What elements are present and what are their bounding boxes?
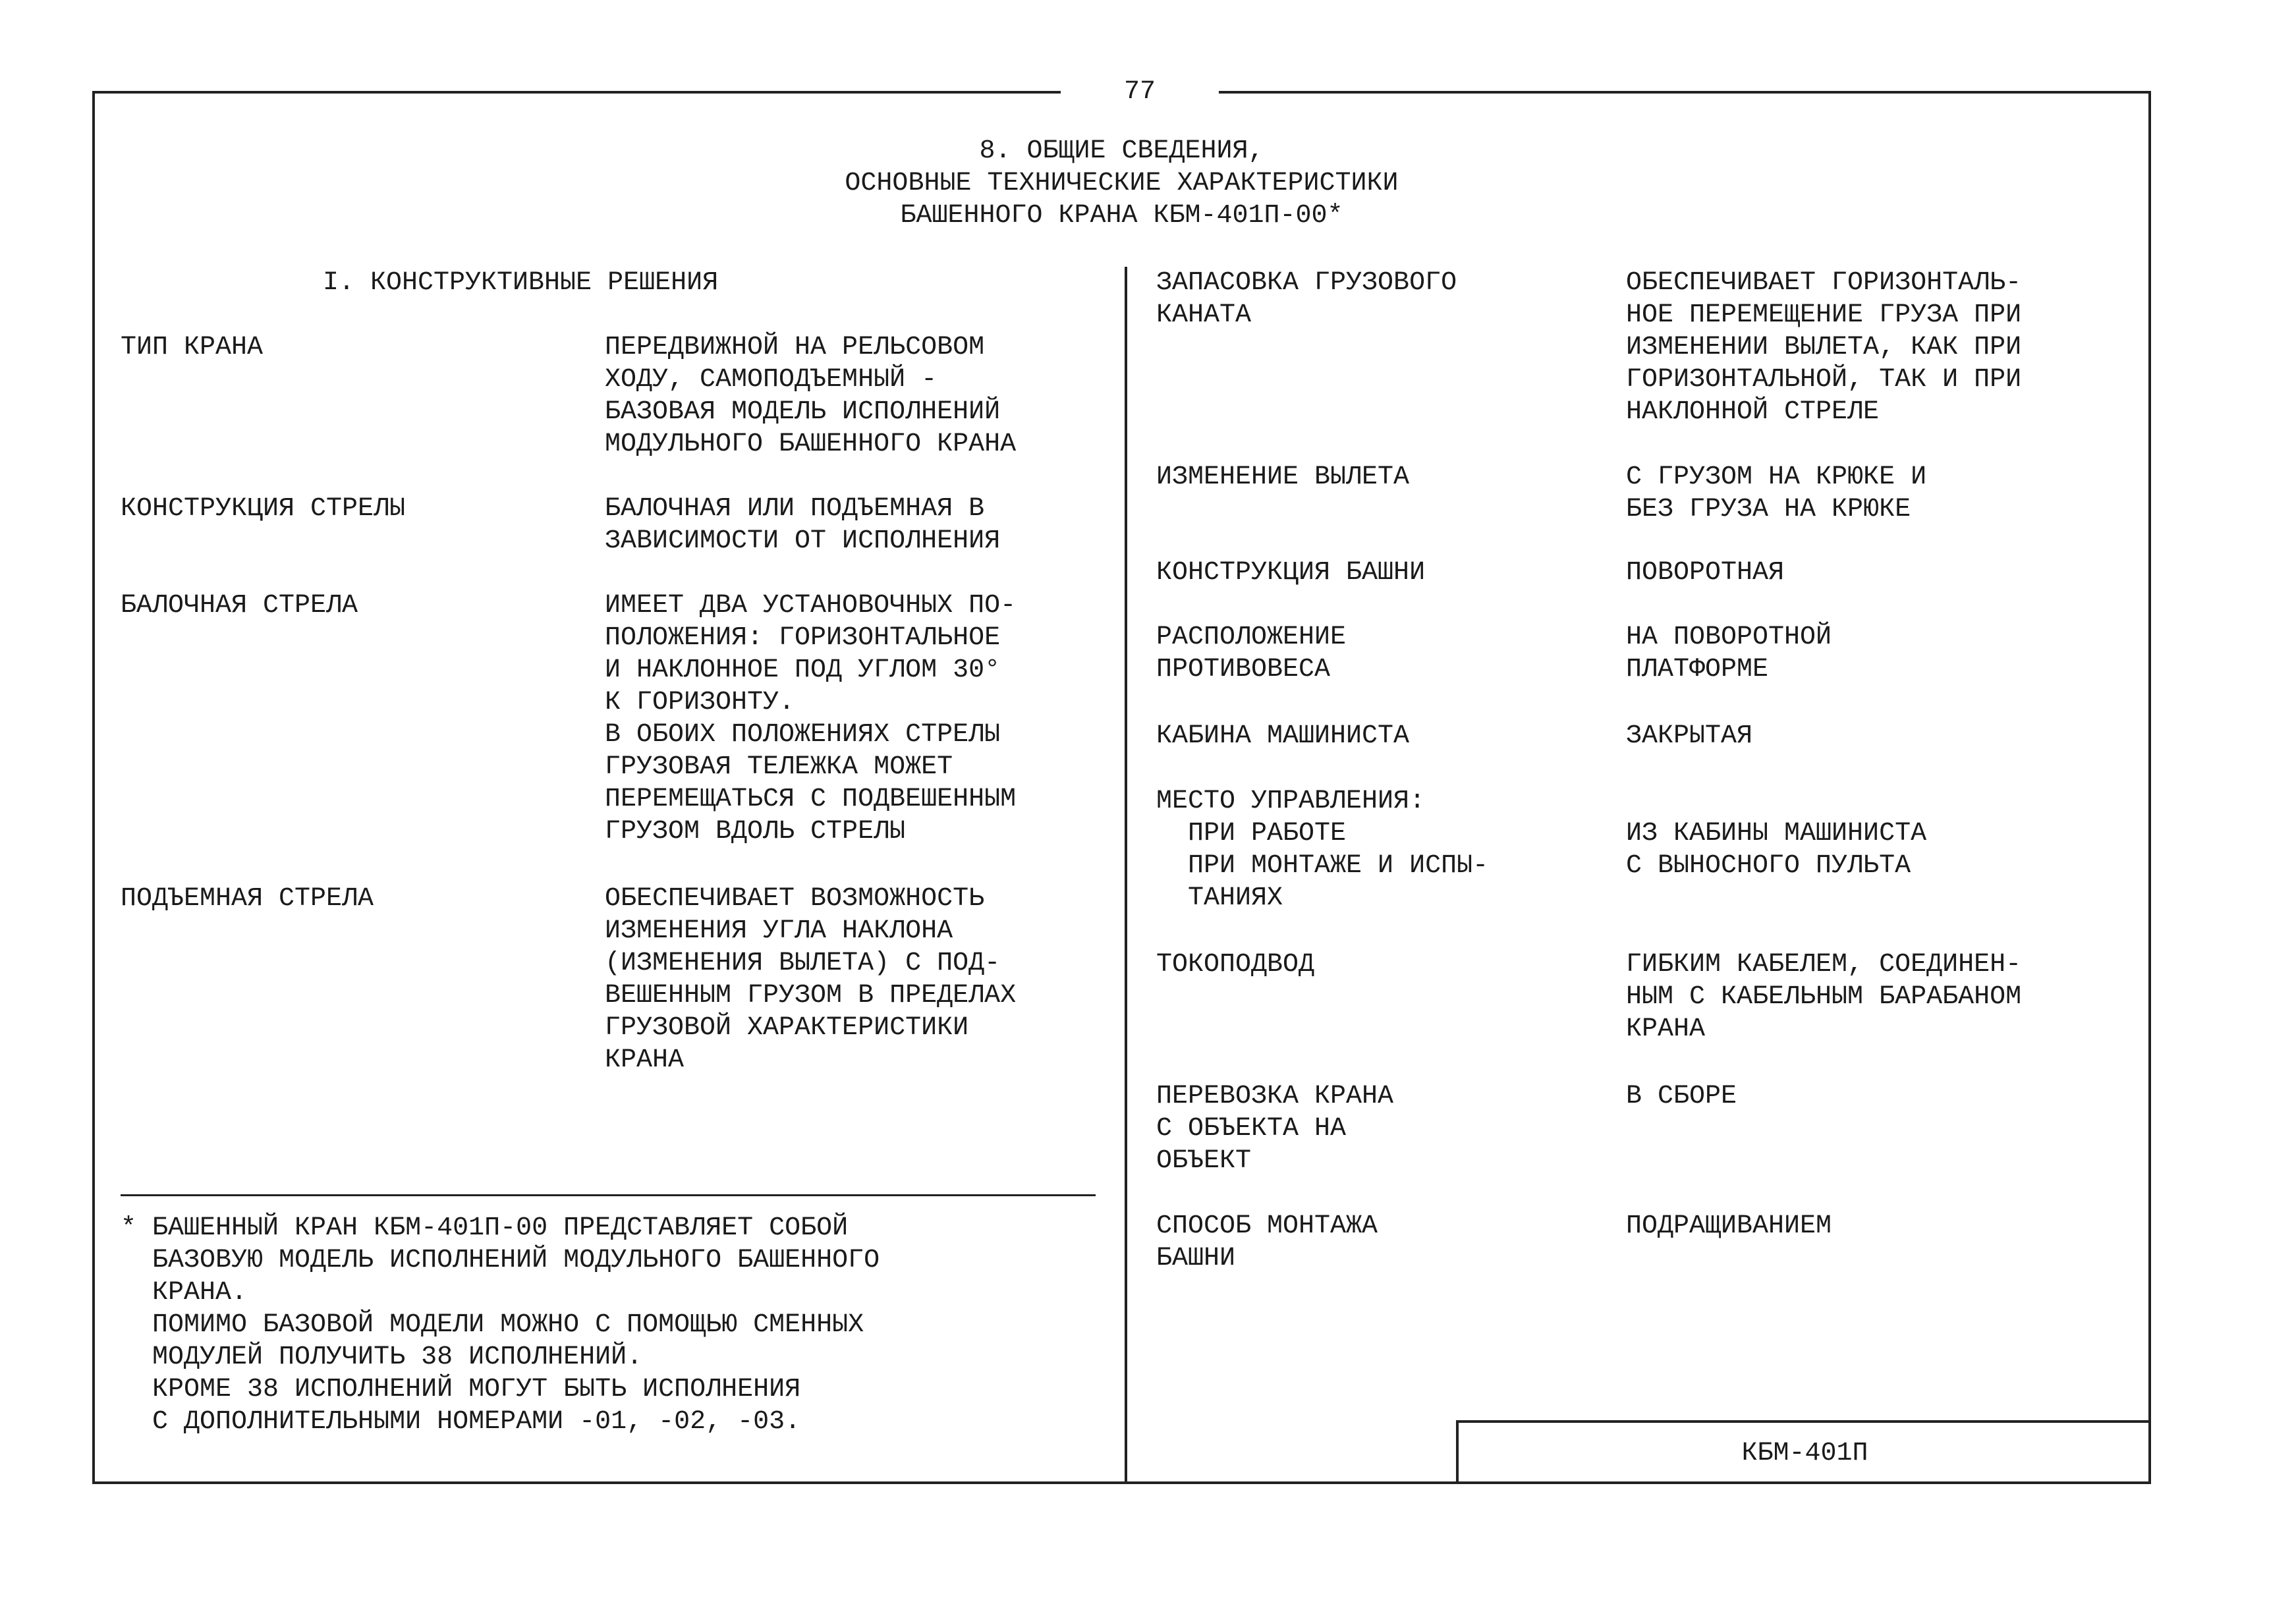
left-desc-beam-boom: ИМЕЕТ ДВА УСТАНОВОЧНЫХ ПО- ПОЛОЖЕНИЯ: ГОРИЗОНТАЛЬНОЕ И НАКЛОННОЕ ПОД УГЛОМ 30° К ГОРИЗОНТУ. В ОБОИХ ПОЛОЖЕНИЯХ СТРЕЛЫ ГРУЗОВАЯ ТЕЛЕЖКА МОЖЕТ ПЕРЕМЕЩАТЬСЯ С ПОДВЕШЕННЫМ ГРУЗОМ ВДОЛЬ СТРЕЛЫ (605, 591, 1017, 846)
right-desc-rope-reeving: ОБЕСПЕЧИВАЕТ ГОРИЗОНТАЛЬ- НОЕ ПЕРЕМЕЩЕНИЕ ГРУЗА ПРИ ИЗМЕНЕНИИ ВЫЛЕТА, КАК ПРИ ГОРИЗОНТАЛЬНОЙ, ТАК И ПРИ НАКЛОННОЙ СТРЕЛЕ (1626, 268, 2022, 427)
left-desc-luffing-boom: ОБЕСПЕЧИВАЕТ ВОЗМОЖНОСТЬ ИЗМЕНЕНИЯ УГЛА НАКЛОНА (ИЗМЕНЕНИЯ ВЫЛЕТА) С ПОД- ВЕШЕННЫМ ГРУЗОМ В ПРЕДЕЛАХ ГРУЗОВОЙ ХАРАКТЕРИСТИКИ КРАНА (605, 884, 1017, 1075)
right-term-transport: ПЕРЕВОЗКА КРАНА С ОБЪЕКТА НА ОБЪЕКТ (1156, 1082, 1394, 1176)
left-term-luffing-boom: ПОДЪЕМНАЯ СТРЕЛА (121, 884, 374, 914)
footnote-separator (121, 1194, 1096, 1196)
right-term-cabin: КАБИНА МАШИНИСТА (1156, 721, 1410, 751)
right-term-rope-reeving: ЗАПАСОВКА ГРУЗОВОГО КАНАТА (1156, 268, 1457, 330)
right-term-tower-mounting: СПОСОБ МОНТАЖА БАШНИ (1156, 1211, 1378, 1273)
right-term-control: МЕСТО УПРАВЛЕНИЯ: ПРИ РАБОТЕ ПРИ МОНТАЖЕ И ИСПЫ- ТАНИЯХ (1156, 787, 1489, 913)
stamp-text: КБМ-401П (1741, 1439, 1868, 1468)
page-title (92, 135, 2151, 232)
left-term-beam-boom: БАЛОЧНАЯ СТРЕЛА (121, 591, 358, 621)
right-desc-tower-mounting: ПОДРАЩИВАНИЕМ (1626, 1211, 1832, 1241)
right-desc-cabin: ЗАКРЫТАЯ (1626, 721, 1753, 751)
title-line-3: БАШЕННОГО КРАНА КБМ-401П-00* (900, 201, 1343, 231)
page-number: 77 (1061, 71, 1219, 113)
left-desc-crane-type: ПЕРЕДВИЖНОЙ НА РЕЛЬСОВОМ ХОДУ, САМОПОДЪЕМНЫЙ - БАЗОВАЯ МОДЕЛЬ ИСПОЛНЕНИЙ МОДУЛЬНОГО БАШЕННОГО КРАНА (605, 333, 1017, 459)
right-term-tower-design: КОНСТРУКЦИЯ БАШНИ (1156, 558, 1426, 588)
title-line-2: ОСНОВНЫЕ ТЕХНИЧЕСКИЕ ХАРАКТЕРИСТИКИ (845, 169, 1399, 198)
column-divider (1125, 267, 1127, 1484)
left-term-boom-design: КОНСТРУКЦИЯ СТРЕЛЫ (121, 494, 406, 524)
right-term-reach-change: ИЗМЕНЕНИЕ ВЫЛЕТА (1156, 462, 1410, 492)
right-term-counterweight: РАСПОЛОЖЕНИЕ ПРОТИВОВЕСА (1156, 622, 1347, 684)
title-line-1: 8. ОБЩИЕ СВЕДЕНИЯ, (979, 136, 1264, 166)
right-desc-counterweight: НА ПОВОРОТНОЙ ПЛАТФОРМЕ (1626, 622, 1832, 684)
right-desc-control: ИЗ КАБИНЫ МАШИНИСТА С ВЫНОСНОГО ПУЛЬТА (1626, 819, 1927, 881)
right-desc-transport: В СБОРЕ (1626, 1082, 1737, 1111)
right-desc-tower-design: ПОВОРОТНАЯ (1626, 558, 1785, 588)
section-heading: I. КОНСТРУКТИВНЫЕ РЕШЕНИЯ (323, 268, 719, 298)
left-desc-boom-design: БАЛОЧНАЯ ИЛИ ПОДЪЕМНАЯ В ЗАВИСИМОСТИ ОТ ИСПОЛНЕНИЯ (605, 494, 1001, 556)
footnote: * БАШЕННЫЙ КРАН КБМ-401П-00 ПРЕДСТАВЛЯЕТ СОБОЙ БАЗОВУЮ МОДЕЛЬ ИСПОЛНЕНИЙ МОДУЛЬНОГО БАШЕННОГО КРАНА. ПОМИМО БАЗОВОЙ МОДЕЛИ МОЖНО С ПОМОЩЬЮ СМЕННЫХ МОДУЛЕЙ ПОЛУЧИТЬ 38 ИСПОЛНЕНИЙ. КРОМЕ 38 ИСПОЛНЕНИЙ МОГУТ БЫТЬ ИСПОЛНЕНИЯ С ДОПОЛНИТЕЛЬНЫМИ НОМЕРАМИ -01, -02, -03. (121, 1213, 880, 1437)
right-desc-reach-change: С ГРУЗОМ НА КРЮКЕ И БЕЗ ГРУЗА НА КРЮКЕ (1626, 462, 1927, 524)
right-desc-power-supply: ГИБКИМ КАБЕЛЕМ, СОЕДИНЕН- НЫМ С КАБЕЛЬНЫМ БАРАБАНОМ КРАНА (1626, 950, 2022, 1044)
left-term-crane-type: ТИП КРАНА (121, 333, 264, 362)
title-block-stamp (1456, 1420, 2151, 1484)
right-term-power-supply: ТОКОПОДВОД (1156, 950, 1315, 980)
